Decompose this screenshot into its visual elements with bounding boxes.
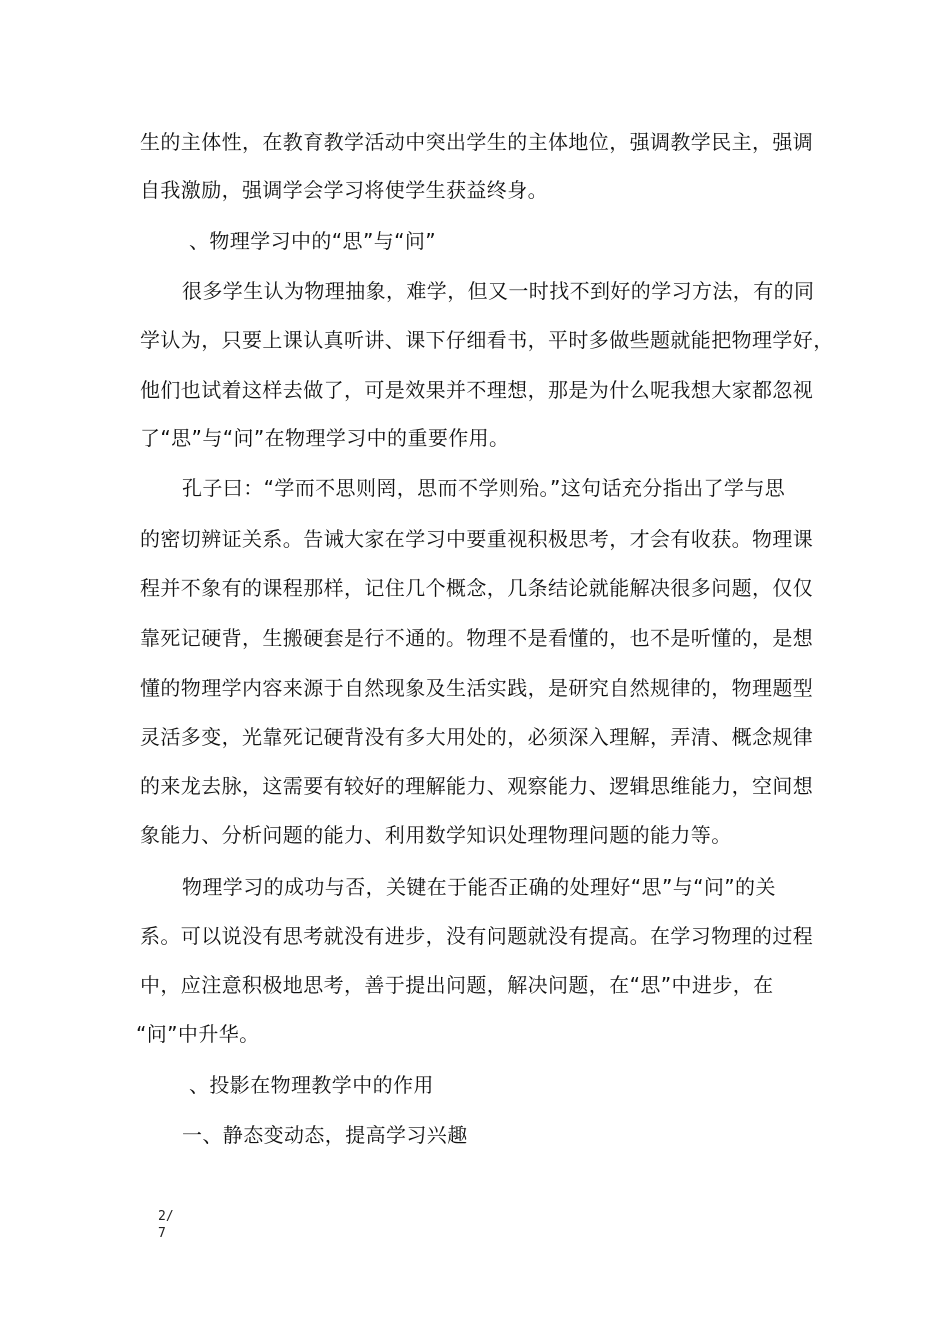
paragraph-line: 象能力、分析问题的能力、利用数学知识处理物理问题的能力等。 (140, 823, 732, 847)
page-number-top: 2/ (158, 1209, 174, 1224)
paragraph-line: 物理学习的成功与否，关键在于能否正确的处理好“思”与“问”的关 (182, 875, 776, 899)
paragraph-line: 了“思”与“问”在物理学习中的重要作用。 (140, 426, 510, 450)
paragraph-line: 懂的物理学内容来源于自然现象及生活实践，是研究自然规律的，物理题型 (140, 676, 814, 700)
paragraph-line: 生的主体性，在教育教学活动中突出学生的主体地位，强调教学民主，强调 (140, 130, 814, 154)
paragraph-line: 程并不象有的课程那样，记住几个概念，几条结论就能解决很多问题，仅仅 (140, 576, 814, 600)
paragraph-line: 很多学生认为物理抽象，难学，但又一时找不到好的学习方法，有的同 (182, 279, 815, 303)
page-number (158, 1208, 174, 1242)
paragraph-line: 的来龙去脉，这需要有较好的理解能力、观察能力、逻辑思维能力，空间想 (140, 774, 814, 798)
paragraph-line: 他们也试着这样去做了，可是效果并不理想，那是为什么呢我想大家都忽视 (140, 378, 814, 402)
paragraph-line: 自我激励，强调学会学习将使学生获益终身。 (140, 178, 548, 202)
page-number-bottom: 7 (158, 1226, 166, 1241)
paragraph-line: 孔子曰：“学而不思则罔，思而不学则殆。”这句话充分指出了学与思 (182, 476, 786, 500)
subsection-heading: 一、静态变动态，提高学习兴趣 (182, 1123, 468, 1147)
section-heading: 、投影在物理教学中的作用 (189, 1073, 434, 1097)
paragraph-line: 学认为，只要上课认真听讲、课下仔细看书，平时多做些题就能把物理学好， (140, 328, 834, 352)
paragraph-line: “问”中升华。 (136, 1022, 260, 1046)
section-heading: 、物理学习中的“思”与“问” (189, 229, 437, 253)
paragraph-line: 的密切辨证关系。告诫大家在学习中要重视积极思考，才会有收获。物理课 (140, 527, 814, 551)
paragraph-line: 系。可以说没有思考就没有进步，没有问题就没有提高。在学习物理的过程 (140, 924, 814, 948)
paragraph-line: 灵活多变，光靠死记硬背没有多大用处的，必须深入理解，弄清、概念规律 (140, 725, 814, 749)
paragraph-line: 中，应注意积极地思考，善于提出问题，解决问题，在“思”中进步，在 (140, 973, 774, 997)
paragraph-line: 靠死记硬背，生搬硬套是行不通的。物理不是看懂的，也不是听懂的，是想 (140, 626, 814, 650)
